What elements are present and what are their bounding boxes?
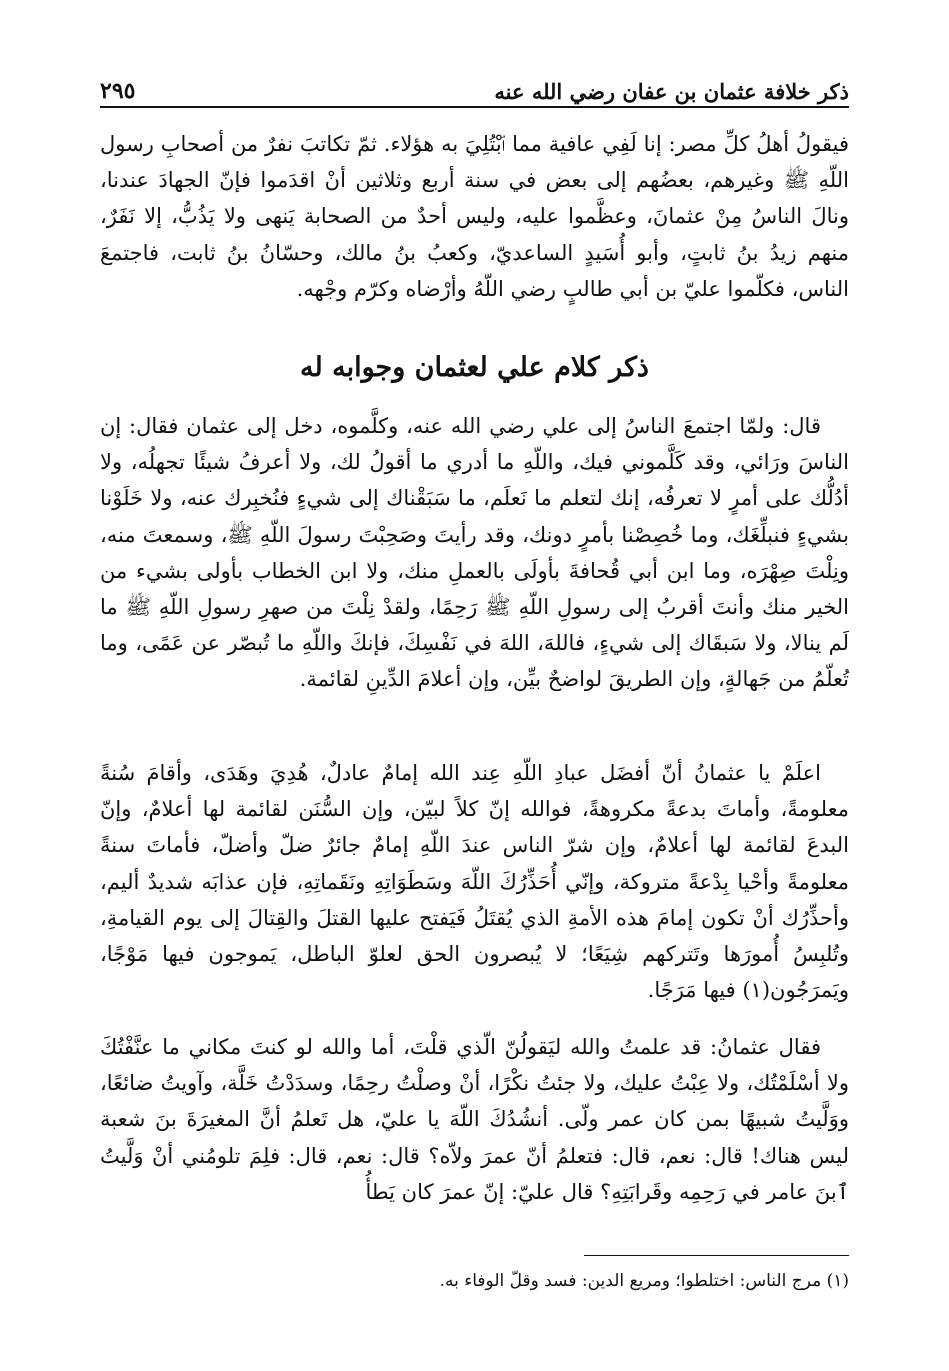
header-divider [100,106,849,108]
running-title: ذكر خلافة عثمان بن عفان رضي الله عنه [494,79,849,104]
body-paragraph: قال: ولمّا اجتمعَ الناسُ إلى علي رضي الله عنه، وكلَّموه، دخل إلى عثمان فقال: إن الناسَ ورَائي، وقد كَلَّموني فيك، واللّهِ ما أدري ما أقولُ لك، ولا أعرفُ شيئًا تجهلُه، ولا أدُلُّك على أمرٍ لا تعرفُه، إنك لتعلم ما نَعلَم، ما سَبَقْناك إلى شيءٍ فنُخبِرك عنه، ولا خَلَوْنا بشيءٍ فنبلِّغَك، وما خُصِصْنا بأمرٍ دونك، وقد رأيتَ وصَحِبْتَ رسولَ اللّهِ ﷺ، وسمعتَ منه، ونِلْتَ صِهْرَه، وما ابن أبي قُحافةَ بأولَى بالعملِ منك، ولا ابن الخطاب بأولى بشيء من الخير منك وأنتَ أقربُ إلى رسولِ اللّهِ ﷺ رَحِمًا، ولقدْ نِلْتَ من صهرِ رسولِ اللّهِ ﷺ ما لَم ينالا، ولا سَبقَاك إلى شيءٍ، فاللهَ، اللهَ في نَفْسِكَ، فإنكَ واللّهِ ما تُبصّر عن عَمًى، وما تُعلّمُ من جَهالةٍ، وإن الطريقَ لواضحٌ بيِّن، وإن أعلامَ الدِّينِ لقائمة. [100,414,849,692]
body-paragraph: فيقولُ أهلُ كلِّ مصر: إنا لَفِي عافية مما ٱبْتُلِيَ به هؤلاء. ثمّ تكاتبَ نفرٌ من أصحابِ رسول اللّهِ ﷺ وغيرهم، بعضُهم إلى بعض في سنة أربع وثلاثين أنْ اقدَموا فإنّ الجهادَ عندنا، ونالَ الناسُ مِنْ عثمانَ، وعظَّموا عليه، وليس أحدٌ من الصحابة يَنهى ولا يَذُبُّ، إلا نَفَرٌ، منهم زيدُ بنُ ثابتٍ، وأبو أُسَيدٍ الساعديّ، وكعبُ بنُ مالك، وحسّانُ بنُ ثابت، فاجتمعَ الناس، فكلّموا عليّ بن أبي طالبٍ رضي اللّهُ وأرْضاه وكرّم وجْهه. [100,132,849,301]
body-paragraph: اعلَمْ يا عثمانُ أنّ أفضَل عبادِ اللّهِ عِند الله إمامٌ عادلٌ، هُدِيَ وهَدَى، وأقامَ سُنةً معلومةً، وأماتَ بدعةً مكروهةً، فوالله إنّ كلاً لبيّن، وإن السُّنَن لقائمة لها أعلامٌ، وإنّ البدعَ لقائمة لها أعلامٌ، وإن شرّ الناس عندَ اللّهِ إمامٌ جائرٌ ضلّ وأضلّ، فأماتَ سنةً معلومةً وأحْيا بِدْعةً متروكة، وإنّي أُحَذِّرُكَ اللّهَ وسَطَوَاتِهِ ونَقَماتِهِ، فإن عذابَه شديدٌ أليم، وأحذِّرُك أنْ تكون إمامَ هذه الأمةِ الذي يُقتَلُ فَيَفتح عليها القتلَ والقِتالَ إلى يوم القيامةِ، وتُلبِسُ أُمورَها وتَتركهم شِيَعًا؛ لا يُبصرون الحق لعلوّ الباطل، يَموجون فيها مَوْجًا، ويَمرَجُون(١) فيها مَرَجًا. [100,761,849,1003]
body-paragraph: فقال عثمانُ: قد علمتُ والله ليَقولُنّ الّذي قلْتَ، أما والله لو كنتَ مكاني ما عنَّفْتُكَ ولا أسْلَمْتُك، ولا عِبْتُ عليك، ولا جئتُ نكْرًا، أنْ وصلْتُ رحِمًا، وسدَدْتُ خَلَّة، وآويتُ ضائعًا، ووَلَّيتُ شبيهًا بمن كان عمر ولّى. أنشُدُكَ اللّهَ يا عليّ، هل تَعلمُ أنَّ المغيرَةَ بنَ شعبة ليس هناك! قال: نعم، قال: فتعلمُ أنّ عمرَ ولاّه؟ قال: نعم، قال: فلِمَ تلومُني أنْ وَلَّيتُ ٱبنَ عامر في رَحِمِه وقَرابَتِهِ؟ قال عليّ: إنّ عمرَ كان يَطأُ [100,1035,849,1204]
page-number: ٢٩٥ [100,78,136,104]
footnote-divider [584,1255,849,1256]
footnote: (١) مرج الناس: اختلطوا؛ ومريع الدين: فسد وقلّ الوفاء به. [439,1271,849,1291]
page-header [100,70,849,104]
section-heading: ذكر كلام علي لعثمان وجوابه له [300,352,649,383]
